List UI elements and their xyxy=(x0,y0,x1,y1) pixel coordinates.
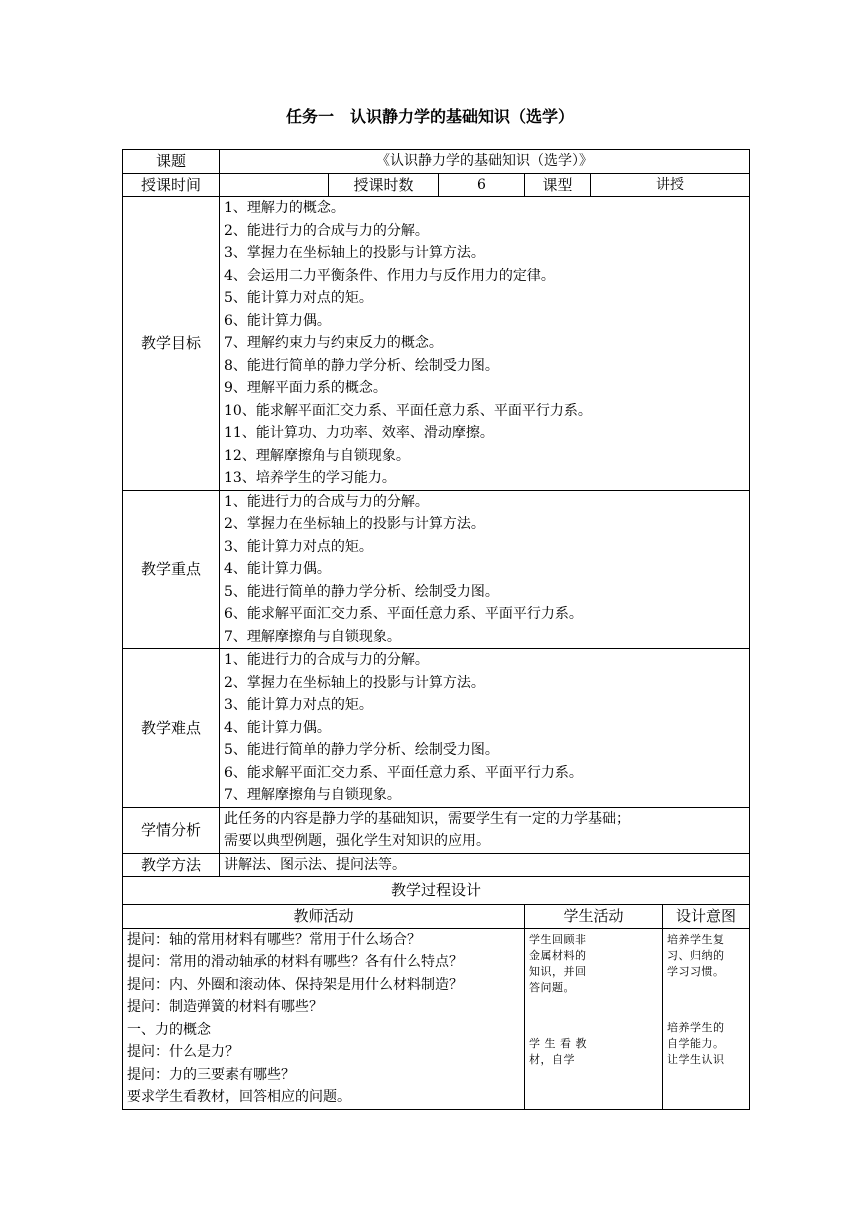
goals-list xyxy=(220,197,750,491)
course-label: 课题 xyxy=(123,150,220,174)
page-title: 任务一 认识静力学的基础知识（选学） xyxy=(285,107,574,126)
method-label: 教学方法 xyxy=(123,853,220,877)
process-heading: 教学过程设计 xyxy=(123,877,750,905)
difficult-point-item: 6、能求解平面汇交力系、平面任意力系、平面平行力系。 xyxy=(224,764,583,781)
student-activity-line: 学 生 看 教 xyxy=(529,1036,587,1050)
analysis-line: 需要以典型例题，强化学生对知识的应用。 xyxy=(224,833,490,849)
analysis-label: 学情分析 xyxy=(123,807,220,853)
design-intent-header: 设计意图 xyxy=(663,905,750,929)
key-point-item: 7、理解摩擦角与自锁现象。 xyxy=(224,628,401,645)
design-intent-line: 培养学生的 xyxy=(667,1020,725,1034)
goal-item: 3、掌握力在坐标轴上的投影与计算方法。 xyxy=(224,245,485,261)
goal-item: 7、理解约束力与约束反力的概念。 xyxy=(224,335,443,351)
teacher-activity-line: 提问：内、外圈和滚动体、保持架是用什么材料制造？ xyxy=(127,976,463,993)
teacher-activity-line: 提问：轴的常用材料有哪些？常用于什么场合？ xyxy=(127,931,421,948)
difficult-point-item: 5、能进行简单的静力学分析、绘制受力图。 xyxy=(224,742,499,758)
difficult-point-item: 7、理解摩擦角与自锁现象。 xyxy=(224,787,401,803)
difficult-point-item: 2、掌握力在坐标轴上的投影与计算方法。 xyxy=(224,674,485,691)
teacher-activity-header: 教师活动 xyxy=(123,905,525,929)
student-activity-cell xyxy=(525,928,663,1109)
method-text: 讲解法、图示法、提问法等。 xyxy=(220,853,750,877)
difficult-points-list xyxy=(220,649,750,808)
course-title: 《认识静力学的基础知识（选学）》 xyxy=(220,150,750,174)
student-activity-line: 学生回顾非 xyxy=(529,932,587,946)
goal-item: 5、能计算力对点的矩。 xyxy=(224,290,373,306)
goal-item: 13、培养学生的学习能力。 xyxy=(224,470,396,486)
analysis-text xyxy=(220,807,750,853)
student-activity-line: 知识，并回 xyxy=(529,964,587,978)
student-activity-line: 材，自学 xyxy=(529,1052,575,1066)
goal-item: 12、理解摩擦角与自锁现象。 xyxy=(224,447,410,464)
analysis-line: 此任务的内容是静力学的基础知识，需要学生有一定的力学基础； xyxy=(224,810,630,827)
hours-label: 授课时数 xyxy=(329,173,439,197)
key-point-item: 6、能求解平面汇交力系、平面任意力系、平面平行力系。 xyxy=(224,606,583,622)
teacher-activity-line: 提问：力的三要素有哪些？ xyxy=(127,1066,295,1083)
type-value: 讲授 xyxy=(591,173,750,197)
teacher-activity-line: 提问：什么是力？ xyxy=(127,1044,239,1060)
design-intent-cell xyxy=(663,928,750,1109)
goal-item: 9、理解平面力系的概念。 xyxy=(224,380,387,396)
goal-item: 6、能计算力偶。 xyxy=(224,312,331,329)
key-point-item: 1、能进行力的合成与力的分解。 xyxy=(224,493,429,510)
difficult-point-item: 1、能进行力的合成与力的分解。 xyxy=(224,652,429,668)
teacher-activity-line: 要求学生看教材，回答相应的问题。 xyxy=(127,1089,351,1105)
design-intent-line: 习、归纳的 xyxy=(667,948,725,962)
spacer xyxy=(667,980,745,1020)
goal-item: 4、会运用二力平衡条件、作用力与反作用力的定律。 xyxy=(224,267,555,284)
key-point-item: 4、能计算力偶。 xyxy=(224,561,331,577)
goal-item: 2、能进行力的合成与力的分解。 xyxy=(224,222,429,239)
hours-value: 6 xyxy=(439,173,525,197)
time-label: 授课时间 xyxy=(123,173,220,197)
teacher-activity-line: 提问：制造弹簧的材料有哪些？ xyxy=(127,999,323,1015)
goal-item: 1、理解力的概念。 xyxy=(224,200,345,216)
design-intent-line: 自学能力。 xyxy=(667,1036,725,1050)
student-activity-header: 学生活动 xyxy=(525,905,663,929)
student-activity-line: 答问题。 xyxy=(529,980,575,994)
key-point-item: 2、掌握力在坐标轴上的投影与计算方法。 xyxy=(224,516,485,532)
goals-label: 教学目标 xyxy=(123,197,220,491)
goal-item: 8、能进行简单的静力学分析、绘制受力图。 xyxy=(224,357,499,374)
key-point-item: 5、能进行简单的静力学分析、绘制受力图。 xyxy=(224,583,499,600)
difficult-point-item: 4、能计算力偶。 xyxy=(224,719,331,736)
difficult-points-label: 教学难点 xyxy=(123,649,220,808)
key-points-list xyxy=(220,490,750,649)
key-point-item: 3、能计算力对点的矩。 xyxy=(224,538,373,555)
design-intent-line: 培养学生复 xyxy=(667,932,725,946)
key-points-label: 教学重点 xyxy=(123,490,220,649)
time-value xyxy=(220,173,329,197)
type-label: 课型 xyxy=(525,173,591,197)
teacher-activity-line: 提问：常用的滑动轴承的材料有哪些？各有什么特点？ xyxy=(127,954,463,970)
lesson-plan-table xyxy=(122,149,750,1110)
spacer xyxy=(529,996,658,1036)
teacher-activity-line: 一、力的概念 xyxy=(127,1021,211,1038)
design-intent-line: 学习习惯。 xyxy=(667,964,725,978)
goal-item: 10、能求解平面汇交力系、平面任意力系、平面平行力系。 xyxy=(224,402,592,419)
difficult-point-item: 3、能计算力对点的矩。 xyxy=(224,697,373,713)
student-activity-line: 金属材料的 xyxy=(529,948,587,962)
goal-item: 11、能计算功、力功率、效率、滑动摩擦。 xyxy=(224,425,494,441)
design-intent-line: 让学生认识 xyxy=(667,1052,725,1066)
teacher-activity-cell xyxy=(123,928,525,1109)
